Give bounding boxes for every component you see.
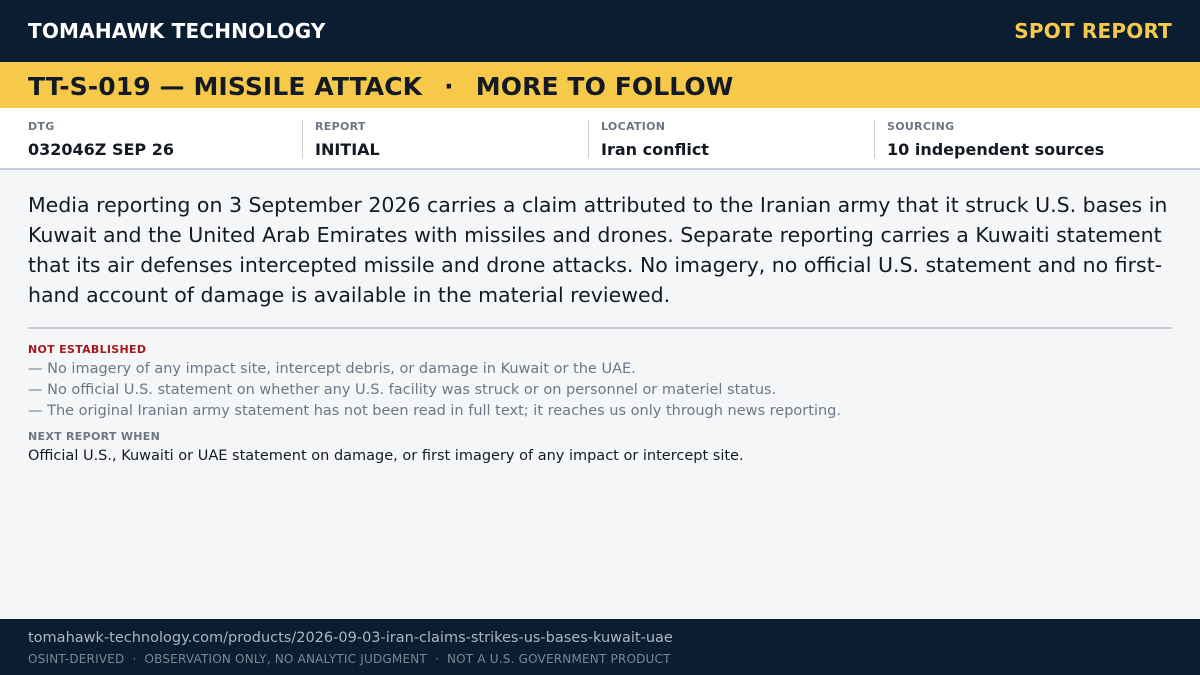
report-id-title: TT-S-019 — MISSILE ATTACK [28, 72, 423, 101]
top-bar [0, 0, 1200, 62]
headline-separator: · [444, 72, 454, 101]
list-item: — No official U.S. statement on whether any U.S. facility was struck or on personnel or materiel status. [28, 382, 777, 398]
disclaimer-observation: OBSERVATION ONLY, NO ANALYTIC JUDGMENT [144, 652, 427, 666]
meta-location [588, 120, 870, 158]
next-report-heading: NEXT REPORT WHEN [28, 430, 161, 443]
meta-sourcing-label: SOURCING [887, 120, 955, 133]
meta-location-value: Iran conflict [601, 140, 709, 159]
disclaimer-osint: OSINT-DERIVED [28, 652, 125, 666]
list-item: — No imagery of any impact site, intercept debris, or damage in Kuwait or the UAE. [28, 361, 636, 377]
brand-name: TOMAHAWK TECHNOLOGY [28, 19, 326, 43]
meta-location-label: LOCATION [601, 120, 666, 133]
disclaimer-separator: · [434, 652, 439, 666]
meta-dtg-value: 032046Z SEP 26 [28, 140, 174, 159]
meta-sourcing-value: 10 independent sources [887, 140, 1105, 159]
footer-url[interactable]: tomahawk-technology.com/products/2026-09-03-iran-claims-strikes-us-bases-kuwait-uae [28, 630, 673, 646]
footer-disclaimer [28, 652, 671, 666]
list-item: — The original Iranian army statement has not been read in full text; it reaches us only through news reporting. [28, 403, 841, 419]
meta-report-value: INITIAL [315, 140, 380, 159]
disclaimer-separator: · [132, 652, 137, 666]
meta-dtg-label: DTG [28, 120, 55, 133]
section-divider [28, 327, 1172, 329]
meta-sourcing [874, 120, 1174, 158]
metadata-row [0, 108, 1200, 170]
disclaimer-not-government: NOT A U.S. GOVERNMENT PRODUCT [446, 652, 671, 666]
summary-paragraph: Media reporting on 3 September 2026 carries a claim attributed to the Iranian army that it struck U.S. bases in Kuwait and the United Arab Emirates with missiles and drones. Separate reporting carries a Kuwaiti statement that its air defenses intercepted missile and drone attacks. No imagery, no official U.S. statement and no first-hand account of damage is available in the material reviewed. [28, 193, 1168, 307]
report-status: MORE TO FOLLOW [475, 72, 734, 101]
next-report-text: Official U.S., Kuwaiti or UAE statement on damage, or first imagery of any impact or intercept site. [28, 448, 744, 464]
document-type: SPOT REPORT [1014, 19, 1172, 43]
not-established-list [28, 359, 1178, 422]
headline-band [0, 62, 1200, 108]
not-established-heading: NOT ESTABLISHED [28, 343, 147, 356]
meta-report [302, 120, 584, 158]
meta-dtg [28, 120, 298, 158]
headline [28, 72, 733, 101]
footer [0, 619, 1200, 675]
meta-report-label: REPORT [315, 120, 366, 133]
